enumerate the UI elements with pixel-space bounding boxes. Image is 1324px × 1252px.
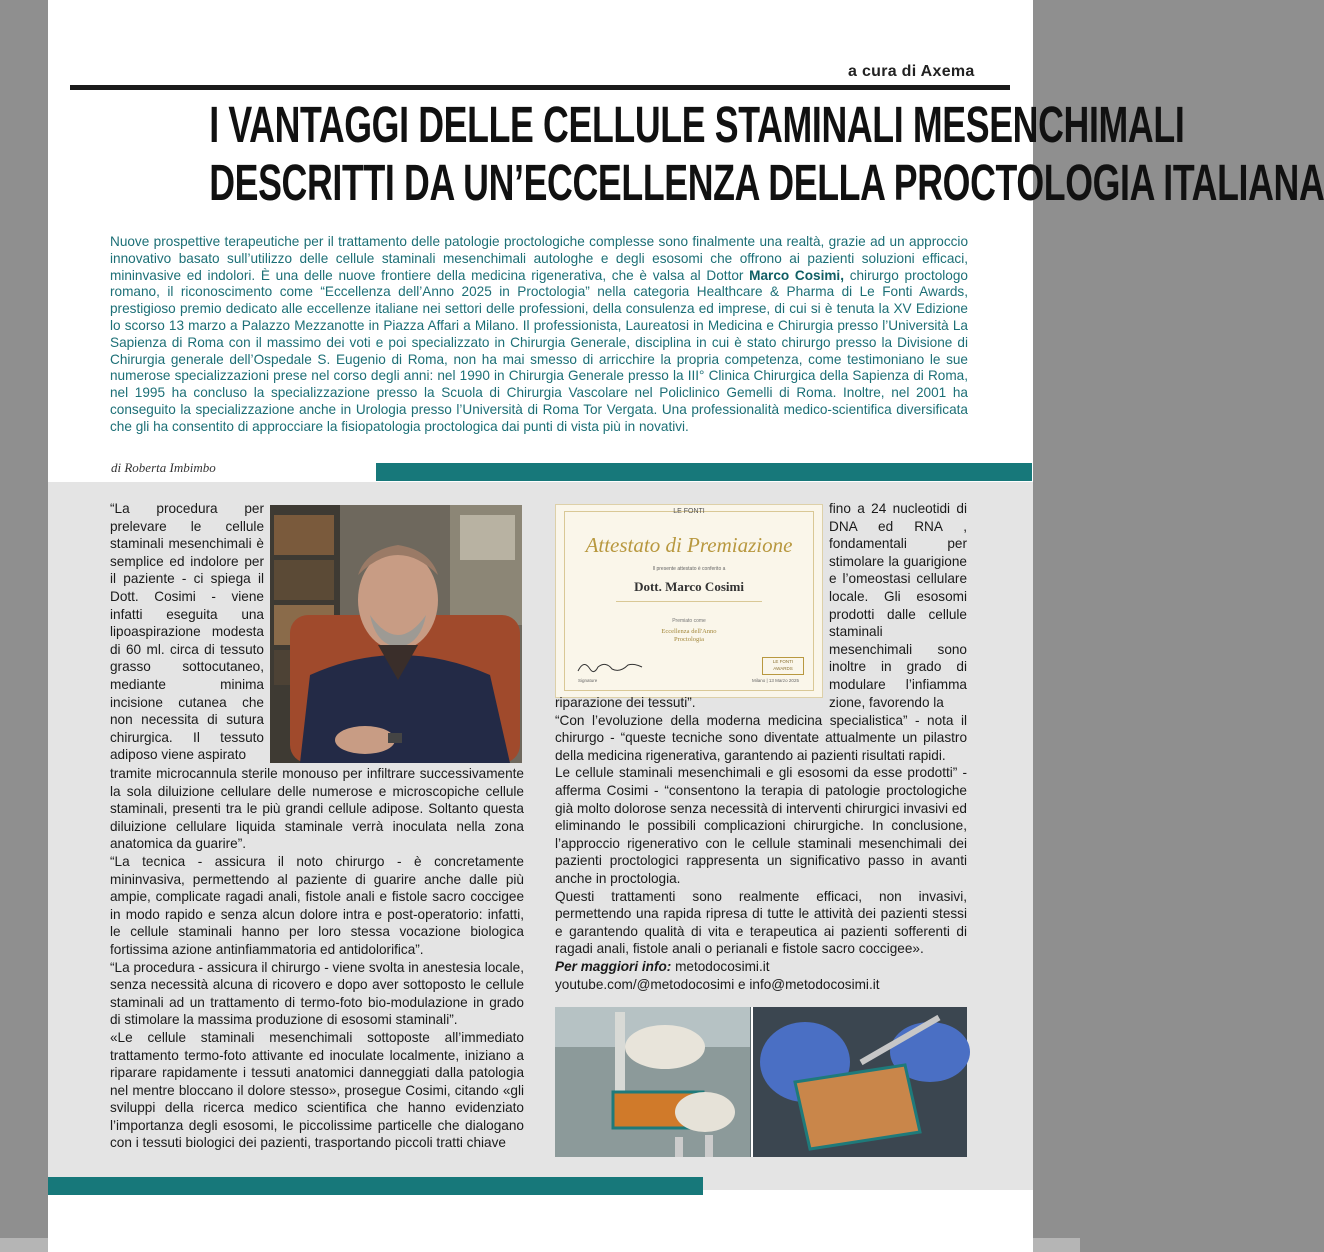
right-wrap-paragraph: fino a 24 nucleotidi di DNA ed RNA , fondamentali per stimolare la guarigione e l’omeostasi cellulare locale. Gli esosomi prodotti dalle cellule staminali mesenchimali sono inoltre in grado di modulare l’infiamma zione, favorendo la bbox=[829, 501, 967, 710]
footer-accent-bar bbox=[48, 1177, 703, 1195]
article-title bbox=[209, 96, 1324, 212]
award-certificate-image bbox=[555, 504, 823, 698]
info-website-link[interactable]: metodocosimi.it bbox=[671, 958, 770, 974]
magazine-page bbox=[48, 0, 1324, 1252]
right-paragraph-1: “Con l’evoluzione della moderna medicina specialistica” - nota il chirurgo - “queste tecniche sono diventate attualmente un pilastro della medicina rigenerativa, garantendo ai pazienti risultati rapidi. bbox=[555, 712, 967, 763]
certificate-badge-line-2: AWARDS bbox=[773, 666, 793, 671]
signature-mark bbox=[576, 657, 646, 677]
right-column-wrap-text bbox=[829, 500, 967, 711]
certificate-award bbox=[556, 628, 822, 644]
certificate-award-line-1: Eccellenza dell'Anno bbox=[661, 628, 717, 635]
left-paragraph-1: tramite microcannula sterile monouso per infiltrare successivamente la sola diluizione cellulare delle numerose e microscopiche cellule staminali, presenti tra le più grandi cellule adipose. Soltanto questa diluizione cellulare liquida staminale verrà inoculata nella zona anatomica da guarire”. bbox=[110, 766, 524, 852]
doctor-portrait-photo bbox=[270, 505, 522, 763]
left-paragraph-4: «Le cellule staminali mesenchimali sottoposte all’immediato trattamento termo-foto attivante ed inoculate localmente, iniziano a riparare rapidamente i tessuti anatomici danneggiati dalla patologia nel mentre bloccano il dolore stesso», prosegue Cosimi, citando «gli sviluppi della ricerca medico scientifica che hanno evidenziato l’importanza degli esosomi, le piccolissime particelle che dialogano con i tessuti biologici dei pazienti, trasportando piccoli tratti chiave bbox=[110, 1029, 524, 1151]
certificate-small-line: Il presente attestato è conferito a bbox=[652, 566, 726, 572]
title-line-1: I VANTAGGI DELLE CELLULE STAMINALI MESENCHIMALI bbox=[209, 96, 1185, 153]
left-column-body bbox=[110, 765, 524, 1152]
doctor-portrait-illustration bbox=[270, 505, 522, 763]
certificate-date: Milano | 13 Marzo 2025 bbox=[752, 678, 799, 683]
section-kicker: a cura di Axema bbox=[848, 63, 975, 80]
title-line-2: DESCRITTI DA UN’ECCELLENZA DELLA PROCTOLOGIA ITALIANA bbox=[209, 154, 1324, 211]
info-line bbox=[555, 958, 967, 976]
lead-text-1: Nuove prospettive terapeutiche per il trattamento delle patologie proctologiche complesse sono finalmente una realtà, grazie ad un approccio innovativo basato sull’utilizzo delle cellule staminali mesenchimali autologhe e degli esosomi che offrono ai pazienti soluzioni efficaci, mininvasive ed indolori. È una delle nuove frontiere della medicina rigenerativa, che è valsa al Dottor bbox=[110, 234, 968, 283]
procedure-illustration bbox=[555, 1007, 967, 1157]
info-contacts-line[interactable]: youtube.com/@metodocosimi e info@metodocosimi.it bbox=[555, 976, 880, 992]
certificate-signature-label: Signature bbox=[578, 678, 598, 683]
lead-paragraph bbox=[110, 234, 968, 436]
author-byline: di Roberta Imbimbo bbox=[111, 460, 216, 475]
right-paragraph-2: Le cellule staminali mesenchimali e gli esosomi da esse prodotti” - afferma Cosimi - “consentono la terapia di patologie proctologiche già molto dolorose senza necessità di interventi chirurgici invasivi ed eliminando le possibili complicazioni chirurgiche. In conclusione, l’approccio rigenerativo con le cellule staminali mesenchimali dei pazienti proctologici rappresenta un significativo passo in avanti anche in proctologia. bbox=[555, 765, 967, 886]
left-column-wrap-text bbox=[110, 500, 264, 764]
info-label: Per maggiori info: bbox=[555, 958, 672, 974]
certificate-title: Attestato di Premiazione bbox=[585, 533, 793, 557]
certificate-awarded-as: Premiato come bbox=[672, 618, 706, 624]
certificate-logo: LE FONTI bbox=[673, 508, 705, 515]
doctor-name: Marco Cosimi, bbox=[749, 267, 844, 283]
procedure-photo bbox=[555, 1007, 967, 1157]
certificate-badge-line-1: LE FONTI bbox=[772, 659, 794, 664]
certificate-recipient: Dott. Marco Cosimi bbox=[634, 579, 744, 594]
byline-accent-bar bbox=[376, 463, 1032, 481]
left-wrap-paragraph: “La procedura per prelevare le cellule staminali mesenchimali è semplice ed indolore per il paziente - ci spiega il Dott. Cosimi - viene infatti eseguita una lipoaspirazione modesta di 60 ml. circa di tessuto grasso sottocutaneo, mediante minima incisione cutanea che non necessita di sutura chirurgica. Il tessuto adiposo viene aspirato bbox=[110, 501, 264, 763]
left-paragraph-3: “La procedura - assicura il chirurgo - viene svolta in anestesia locale, senza necessità alcuna di ricovero e dopo aver sottoposto le cellule staminali ad un trattamento di termo-foto bio-modulazione in grado di stimolare la massima produzione di esosomi staminali”. bbox=[110, 959, 524, 1028]
left-paragraph-2: “La tecnica - assicura il noto chirurgo - è concretamente mininvasiva, permettendo al paziente di guarire anche dalle più ampie, complicate ragadi anali, fistole anali e fistole sacro coccigee in modo rapido e senza alcun dolore intra e post-operatorio: infatti, le cellule staminali hanno per loro stessa vocazione biologica fortissima azione antinfiammatoria ed antidolorifica”. bbox=[110, 853, 524, 957]
certificate-award-line-2: Proctologia bbox=[674, 636, 704, 643]
right-paragraph-0: riparazione dei tessuti”. bbox=[555, 695, 696, 710]
lead-text-2: chirurgo proctologo romano, il riconoscimento come “Eccellenza dell’Anno 2025 in Proctologia” nella categoria Healthcare & Pharma di Le Fonti Awards, prestigioso premio dedicato alle eccellenze italiane nei settori delle professioni, della consulenza ed imprese, di cui si è tenuta la XV Edizione lo scorso 13 marzo a Palazzo Mezzanotte in Piazza Affari a Milano. Il professionista, Laureatosi in Medicina e Chirurgia presso l’Università La Sapienza di Roma con il massimo dei voti e poi specializzato in Chirurgia Generale, disciplina in cui è stato chirurgo presso la Divisione di Chirurgia generale dell’Ospedale S. Eugenio di Roma, non ha mai smesso di arricchire la propria competenza, come testimoniano le sue numerose specializzazioni prese nel corso degli anni: nel 1990 in Chirurgia Generale presso la III° Clinica Chirurgica della Sapienza di Roma, nel 1995 ha concluso la specializzazione presso la Scuola di Chirurgia Vascolare nel Policlinico Gemelli di Roma. Inoltre, nel 2001 ha conseguito la specializzazione anche in Urologia presso l’Università di Roma Tor Vergata. Una professionalità medico-scientifica diversificata che gli ha consentito di approcciare la fisiopatologia proctologica dai punti di vista più in novativi. bbox=[110, 267, 968, 434]
header-rule bbox=[70, 85, 1010, 90]
right-paragraph-3: Questi trattamenti sono realmente efficaci, non invasivi, permettendo una rapida ripresa di tutte le attività dei pazienti stessi e garantendo qualità di vita e terapeutica ai pazienti sofferenti di ragadi anali, fistole anali o perianali e fistole sacro coccigee». bbox=[555, 888, 967, 957]
certificate-badge bbox=[762, 657, 804, 675]
right-column-body bbox=[555, 694, 967, 993]
